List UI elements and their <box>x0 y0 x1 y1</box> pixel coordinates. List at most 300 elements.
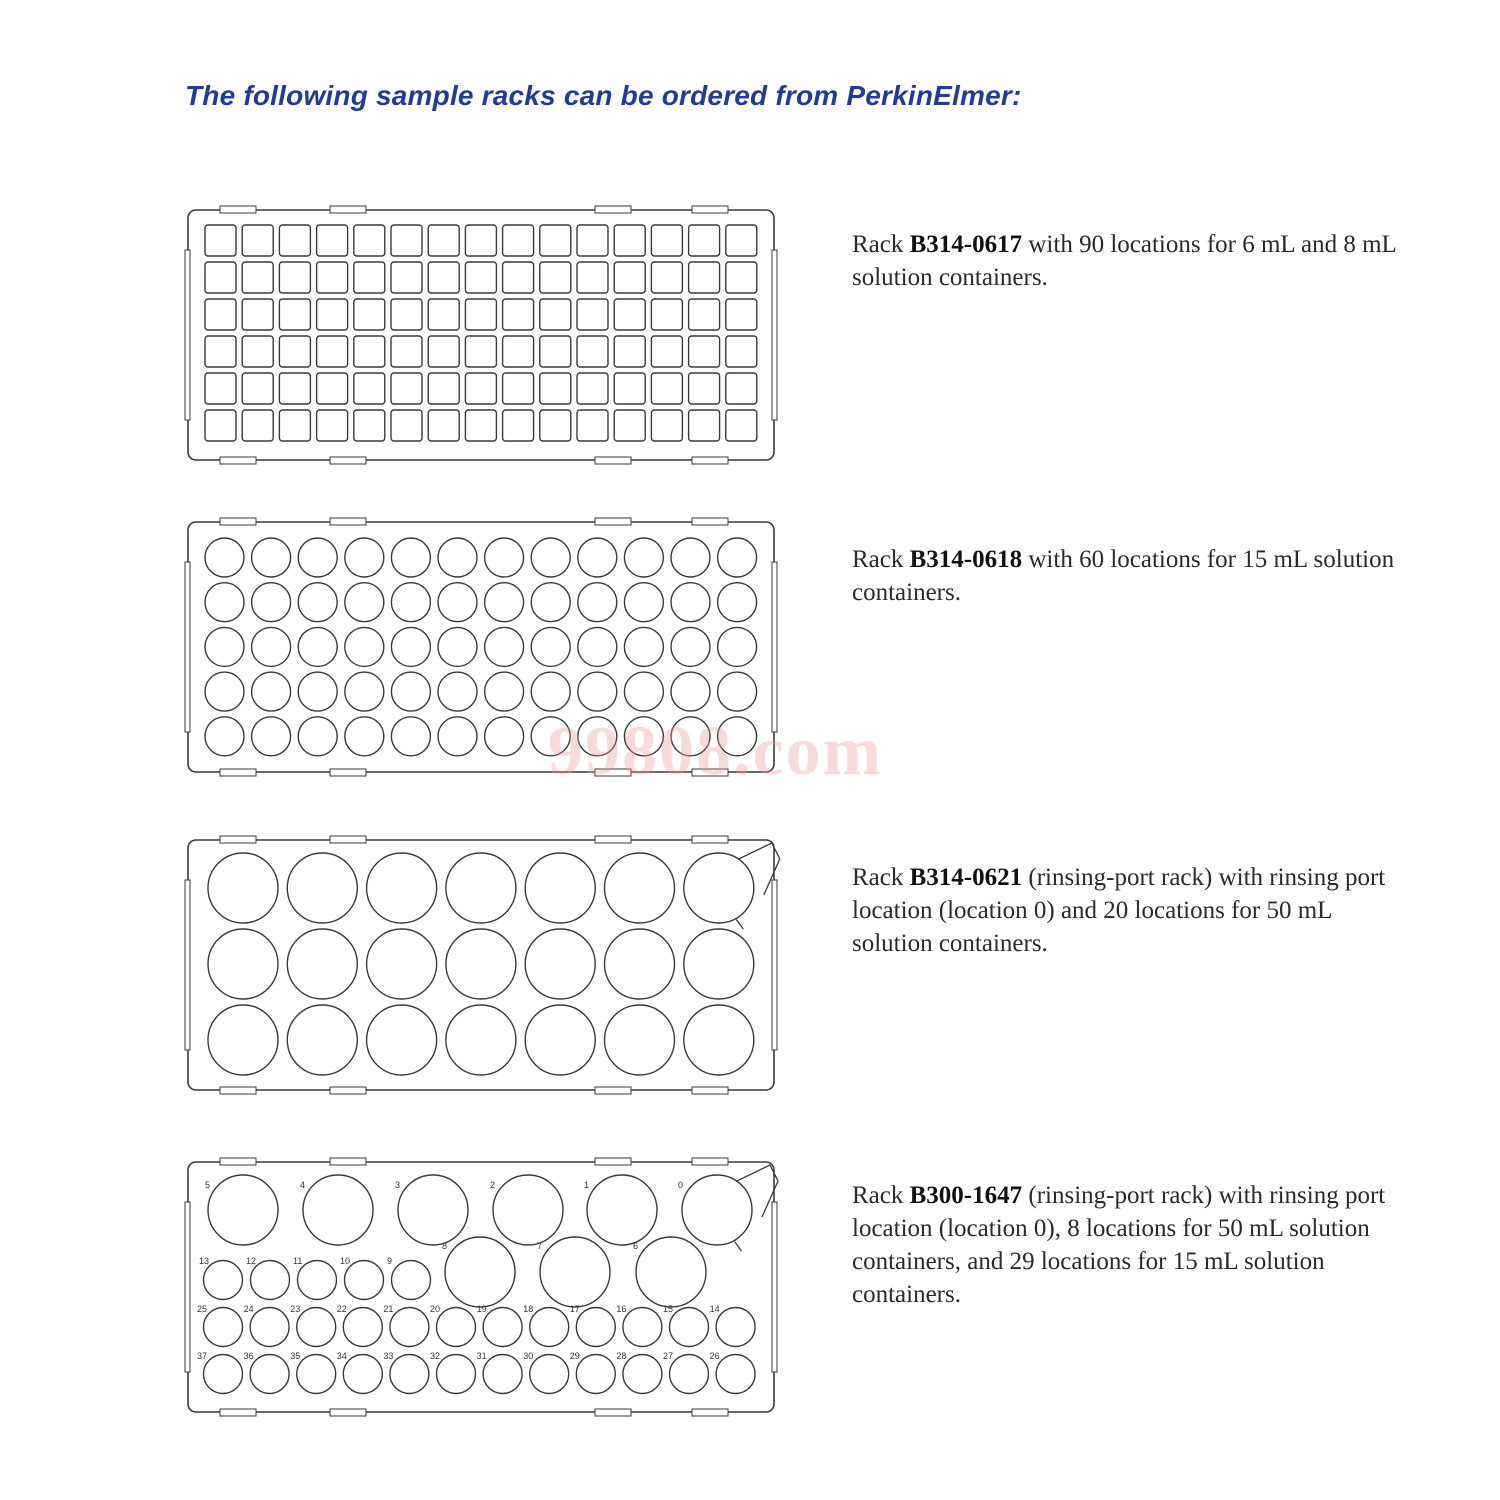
container-location <box>205 672 244 711</box>
container-location <box>614 410 645 441</box>
rack-part-number: B300-1647 <box>909 1182 1023 1209</box>
container-location <box>354 262 385 293</box>
container-location <box>718 538 757 577</box>
rack-prefix: Rack <box>852 546 910 573</box>
rack-b314-0621-diagram <box>180 830 785 1100</box>
container-location <box>354 225 385 256</box>
location-number: 3 <box>395 1180 401 1190</box>
container-location <box>465 262 496 293</box>
container-location <box>205 538 244 577</box>
location-number: 5 <box>205 1180 211 1190</box>
container-location <box>345 1261 384 1300</box>
container-location <box>483 1308 522 1347</box>
rack-tab <box>692 1409 728 1416</box>
container-location <box>354 336 385 367</box>
container-location <box>671 672 710 711</box>
container-location <box>503 225 534 256</box>
rack-side-rail <box>185 562 190 732</box>
container-location <box>485 717 524 756</box>
container-location <box>428 262 459 293</box>
container-location <box>204 1308 243 1347</box>
rack-tab <box>692 206 728 213</box>
container-location <box>540 1237 610 1307</box>
container-location <box>651 373 682 404</box>
container-location <box>354 373 385 404</box>
container-location <box>205 627 244 666</box>
rack-tab <box>220 836 256 843</box>
container-location <box>205 410 236 441</box>
container-location <box>530 1308 569 1347</box>
location-number: 2 <box>490 1180 496 1190</box>
container-location <box>718 627 757 666</box>
container-location <box>252 717 291 756</box>
container-location <box>726 373 757 404</box>
container-location <box>525 929 595 999</box>
location-number: 4 <box>300 1180 306 1190</box>
container-location <box>651 299 682 330</box>
rack-tab <box>220 206 256 213</box>
container-location <box>354 299 385 330</box>
rack-tab <box>595 206 631 213</box>
container-location <box>279 373 310 404</box>
container-location <box>503 299 534 330</box>
container-location <box>438 538 477 577</box>
container-location <box>718 583 757 622</box>
rack-tab <box>330 836 366 843</box>
container-location <box>530 1355 569 1394</box>
container-location <box>525 1005 595 1075</box>
container-location <box>577 225 608 256</box>
location-number: 6 <box>633 1241 639 1251</box>
container-location <box>614 373 645 404</box>
container-location <box>391 299 422 330</box>
container-location <box>242 336 273 367</box>
rack-tab <box>330 206 366 213</box>
container-location <box>297 1355 336 1394</box>
location-number: 1 <box>584 1180 590 1190</box>
location-number: 9 <box>387 1256 393 1266</box>
container-location <box>578 672 617 711</box>
container-location <box>614 299 645 330</box>
rack-tab <box>692 457 728 464</box>
container-location <box>614 336 645 367</box>
rack-tab <box>220 1409 256 1416</box>
container-location <box>298 538 337 577</box>
container-location <box>503 410 534 441</box>
container-location <box>204 1355 243 1394</box>
container-location <box>438 672 477 711</box>
container-location <box>298 672 337 711</box>
container-location <box>605 1005 675 1075</box>
container-location <box>670 1308 709 1347</box>
container-location <box>279 410 310 441</box>
rack-side-rail <box>772 1202 777 1372</box>
container-location <box>242 299 273 330</box>
container-location <box>578 627 617 666</box>
location-number: 35 <box>290 1351 301 1361</box>
location-number: 16 <box>616 1304 627 1314</box>
location-number: 32 <box>430 1351 441 1361</box>
container-location <box>578 583 617 622</box>
container-location <box>684 1005 754 1075</box>
location-number: 28 <box>616 1351 627 1361</box>
container-location <box>252 627 291 666</box>
container-location <box>485 538 524 577</box>
container-location <box>437 1355 476 1394</box>
rack-side-rail <box>185 1202 190 1372</box>
location-number: 25 <box>197 1304 208 1314</box>
container-location <box>205 583 244 622</box>
container-location <box>345 538 384 577</box>
rack-suffix: with 60 locations for 15 mL solution containers. <box>852 546 1395 606</box>
rack-tab <box>220 769 256 776</box>
watermark: 99808.com <box>548 713 883 790</box>
container-location <box>531 627 570 666</box>
container-location <box>671 627 710 666</box>
rack-b314-0621-description <box>852 861 1412 960</box>
rack-tab <box>220 1158 256 1165</box>
container-location <box>298 1261 337 1300</box>
container-location <box>437 1308 476 1347</box>
container-location <box>651 336 682 367</box>
container-location <box>614 262 645 293</box>
container-location <box>689 410 720 441</box>
rack-prefix: Rack <box>852 231 910 258</box>
container-location <box>614 225 645 256</box>
container-location <box>465 225 496 256</box>
rack-part-number: B314-0618 <box>909 546 1023 573</box>
container-location <box>577 336 608 367</box>
container-location <box>465 336 496 367</box>
container-location <box>391 583 430 622</box>
rack-tab <box>330 1158 366 1165</box>
container-location <box>716 1355 755 1394</box>
rack-tab <box>595 1409 631 1416</box>
container-location <box>391 627 430 666</box>
container-location <box>682 1175 752 1245</box>
container-location <box>483 1355 522 1394</box>
container-location <box>726 336 757 367</box>
container-location <box>689 225 720 256</box>
container-location <box>287 853 357 923</box>
container-location <box>251 1261 290 1300</box>
container-location <box>689 373 720 404</box>
container-location <box>317 336 348 367</box>
container-location <box>391 410 422 441</box>
container-location <box>345 717 384 756</box>
container-location <box>250 1308 289 1347</box>
container-location <box>465 299 496 330</box>
rack-part-number: B314-0621 <box>909 864 1023 891</box>
container-location <box>446 929 516 999</box>
container-location <box>540 373 571 404</box>
container-location <box>279 262 310 293</box>
container-location <box>577 299 608 330</box>
container-location <box>438 627 477 666</box>
container-location <box>345 583 384 622</box>
container-location <box>636 1237 706 1307</box>
container-location <box>367 929 437 999</box>
location-number: 21 <box>383 1304 394 1314</box>
container-location <box>391 262 422 293</box>
rack-b314-0618-description <box>852 543 1412 609</box>
container-location <box>718 672 757 711</box>
container-location <box>689 299 720 330</box>
container-location <box>428 225 459 256</box>
container-location <box>317 299 348 330</box>
container-location <box>391 336 422 367</box>
container-location <box>605 929 675 999</box>
container-location <box>503 336 534 367</box>
container-location <box>317 410 348 441</box>
container-location <box>540 336 571 367</box>
rack-side-rail <box>185 880 190 1050</box>
container-location <box>204 1261 243 1300</box>
container-location <box>531 538 570 577</box>
rack-side-rail <box>185 250 190 420</box>
rack-tab <box>330 769 366 776</box>
location-number: 36 <box>243 1351 254 1361</box>
page-heading: The following sample racks can be ordered from PerkinElmer: <box>185 80 1022 111</box>
container-location <box>205 373 236 404</box>
location-number: 37 <box>197 1351 208 1361</box>
location-number: 34 <box>336 1351 347 1361</box>
container-location <box>345 627 384 666</box>
container-location <box>279 336 310 367</box>
container-location <box>298 583 337 622</box>
container-location <box>576 1355 615 1394</box>
container-location <box>540 299 571 330</box>
container-location <box>303 1175 373 1245</box>
container-location <box>445 1237 515 1307</box>
container-location <box>287 1005 357 1075</box>
container-location <box>367 853 437 923</box>
location-number: 26 <box>709 1351 720 1361</box>
location-number: 23 <box>290 1304 301 1314</box>
container-location <box>525 853 595 923</box>
location-number: 29 <box>569 1351 580 1361</box>
rack-side-rail <box>772 880 777 1050</box>
location-number: 7 <box>537 1241 543 1251</box>
container-location <box>428 299 459 330</box>
container-location <box>279 299 310 330</box>
rack-b314-0617-description <box>852 228 1412 294</box>
container-location <box>623 1308 662 1347</box>
rack-b300-1647-diagram <box>180 1152 785 1422</box>
container-location <box>343 1355 382 1394</box>
rack-side-rail <box>772 250 777 420</box>
rack-prefix: Rack <box>852 1182 910 1209</box>
rack-prefix: Rack <box>852 864 910 891</box>
container-location <box>208 1005 278 1075</box>
container-location <box>279 225 310 256</box>
rack-tab <box>692 1087 728 1094</box>
location-number: 24 <box>243 1304 254 1314</box>
rack-b314-0617-diagram <box>180 200 785 470</box>
container-location <box>343 1308 382 1347</box>
location-number: 8 <box>442 1241 448 1251</box>
rack-part-number: B314-0617 <box>909 231 1023 258</box>
container-location <box>651 262 682 293</box>
container-location <box>651 410 682 441</box>
container-location <box>503 373 534 404</box>
container-location <box>208 1175 278 1245</box>
container-location <box>242 373 273 404</box>
container-location <box>726 262 757 293</box>
rack-tab <box>595 836 631 843</box>
container-location <box>587 1175 657 1245</box>
container-location <box>624 538 663 577</box>
location-number: 22 <box>336 1304 347 1314</box>
rack-side-rail <box>772 562 777 732</box>
container-location <box>716 1308 755 1347</box>
container-location <box>503 262 534 293</box>
container-location <box>493 1175 563 1245</box>
container-location <box>367 1005 437 1075</box>
container-location <box>465 410 496 441</box>
rack-b300-1647-description <box>852 1179 1412 1311</box>
location-number: 0 <box>678 1180 684 1190</box>
container-location <box>398 1175 468 1245</box>
container-location <box>298 717 337 756</box>
container-location <box>250 1355 289 1394</box>
container-location <box>438 717 477 756</box>
container-location <box>623 1355 662 1394</box>
location-number: 27 <box>663 1351 674 1361</box>
container-location <box>298 627 337 666</box>
container-location <box>624 672 663 711</box>
container-location <box>391 717 430 756</box>
rack-suffix: (rinsing-port rack) with rinsing port location (location 0) and 20 locations for 50 mL solution containers. <box>852 864 1386 957</box>
location-number: 14 <box>709 1304 720 1314</box>
location-number: 19 <box>476 1304 487 1314</box>
container-location <box>205 336 236 367</box>
container-location <box>391 373 422 404</box>
location-number: 11 <box>293 1256 303 1266</box>
container-location <box>391 538 430 577</box>
container-location <box>205 262 236 293</box>
container-location <box>317 373 348 404</box>
location-number: 10 <box>340 1256 351 1266</box>
container-location <box>391 225 422 256</box>
container-location <box>287 929 357 999</box>
container-location <box>624 627 663 666</box>
rack-tab <box>692 836 728 843</box>
container-location <box>578 538 617 577</box>
rack-tab <box>692 518 728 525</box>
container-location <box>577 373 608 404</box>
container-location <box>345 672 384 711</box>
container-location <box>576 1308 615 1347</box>
container-location <box>531 672 570 711</box>
location-number: 12 <box>246 1256 257 1266</box>
container-location <box>540 410 571 441</box>
rack-tab <box>220 457 256 464</box>
container-location <box>317 225 348 256</box>
container-location <box>446 1005 516 1075</box>
container-location <box>428 336 459 367</box>
container-location <box>205 717 244 756</box>
container-location <box>605 853 675 923</box>
location-number: 20 <box>430 1304 441 1314</box>
container-location <box>540 262 571 293</box>
container-location <box>252 538 291 577</box>
location-number: 31 <box>476 1351 487 1361</box>
location-number: 17 <box>569 1304 580 1314</box>
container-location <box>577 262 608 293</box>
rack-tab <box>330 518 366 525</box>
container-location <box>438 583 477 622</box>
container-location <box>531 583 570 622</box>
container-location <box>242 410 273 441</box>
container-location <box>577 410 608 441</box>
container-location <box>242 225 273 256</box>
rack-suffix: with 90 locations for 6 mL and 8 mL solution containers. <box>852 231 1396 291</box>
container-location <box>671 538 710 577</box>
container-location <box>390 1355 429 1394</box>
location-number: 18 <box>523 1304 534 1314</box>
container-location <box>317 262 348 293</box>
container-location <box>485 672 524 711</box>
container-location <box>208 929 278 999</box>
rack-tab <box>330 1409 366 1416</box>
container-location <box>446 853 516 923</box>
rack-tab <box>220 1087 256 1094</box>
container-location <box>651 225 682 256</box>
container-location <box>670 1355 709 1394</box>
rack-tab <box>220 518 256 525</box>
rack-tab <box>595 1158 631 1165</box>
rack-tab <box>692 1158 728 1165</box>
container-location <box>689 262 720 293</box>
container-location <box>726 225 757 256</box>
container-location <box>465 373 496 404</box>
location-number: 33 <box>383 1351 394 1361</box>
container-location <box>485 583 524 622</box>
container-location <box>624 583 663 622</box>
container-location <box>205 299 236 330</box>
location-number: 30 <box>523 1351 534 1361</box>
container-location <box>671 583 710 622</box>
rack-tab <box>595 518 631 525</box>
container-location <box>354 410 385 441</box>
container-location <box>205 225 236 256</box>
container-location <box>684 929 754 999</box>
location-number: 13 <box>199 1256 210 1266</box>
container-location <box>540 225 571 256</box>
container-location <box>208 853 278 923</box>
container-location <box>726 299 757 330</box>
container-location <box>689 336 720 367</box>
container-location <box>428 410 459 441</box>
rack-tab <box>595 457 631 464</box>
rack-tab <box>330 1087 366 1094</box>
container-location <box>242 262 273 293</box>
container-location <box>684 853 754 923</box>
container-location <box>252 672 291 711</box>
container-location <box>428 373 459 404</box>
container-location <box>726 410 757 441</box>
rack-tab <box>595 1087 631 1094</box>
rack-suffix: (rinsing-port rack) with rinsing port location (location 0), 8 locations for 50 mL solution containers, and 29 locations for 15 mL solution containers. <box>852 1182 1386 1308</box>
container-location <box>391 672 430 711</box>
rack-tab <box>330 457 366 464</box>
container-location <box>390 1308 429 1347</box>
container-location <box>297 1308 336 1347</box>
container-location <box>485 627 524 666</box>
location-number: 15 <box>663 1304 674 1314</box>
container-location <box>392 1261 431 1300</box>
